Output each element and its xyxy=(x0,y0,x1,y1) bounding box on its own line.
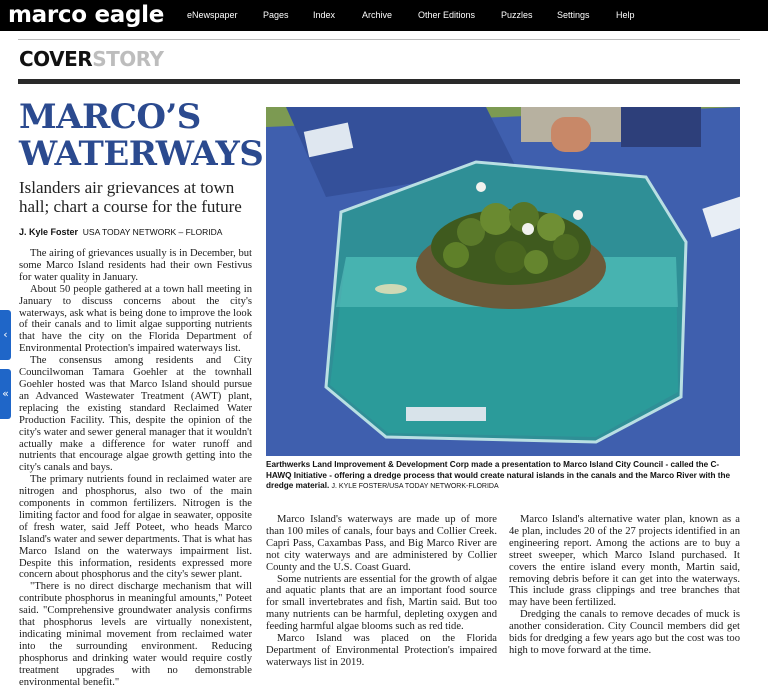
paragraph: Dredging the canals to remove decades of muck is another consideration. City Council members did get bids for dredging a few years ago but the cost was too high to move forward at the time. xyxy=(509,609,740,656)
byline-org: USA TODAY NETWORK – FLORIDA xyxy=(82,227,223,237)
article-photo[interactable] xyxy=(266,107,740,456)
site-logo[interactable]: marco eagle xyxy=(8,2,165,28)
byline-author: J. Kyle Foster xyxy=(19,227,79,237)
byline xyxy=(19,227,264,237)
dredge-model-photo xyxy=(266,107,740,456)
paragraph: About 50 people gathered at a town hall meeting in January to discuss concerns about the city's waterways, ask what is being done to improve the look of their canals and to limit algae supporting nutrients that have the city on the Florida Department of Environmental Protection's impaired waterways list. xyxy=(19,283,253,355)
headline-line-1: MARCO’S xyxy=(19,97,201,137)
paragraph: The airing of grievances usually is in December, but some Marco Island residents had their own Festivus for water quality in January. xyxy=(19,248,252,283)
prev-page-tab[interactable] xyxy=(0,310,11,360)
headline-line-2: WATERWAYS xyxy=(19,134,264,174)
photo-caption xyxy=(266,460,740,493)
section-label-light: STORY xyxy=(92,47,164,71)
nav-puzzles[interactable]: Puzzles xyxy=(501,10,533,20)
nav-settings[interactable]: Settings xyxy=(557,10,590,20)
top-nav-bar xyxy=(0,0,768,31)
paragraph: Marco Island's waterways are made up of more than 100 miles of canals, four bays and Collier Creek. Capri Pass, Caxambas Pass, and Big Marco River are not city waterways and are administered by Collier County and the U.S. Coast Guard. xyxy=(266,514,497,573)
paragraph: "There is no direct discharge mechanism that will contribute phosphorus in meaningful amounts," Poteet said. "Comprehensive groundwater analysis confirms that phosphorus levels are virtually nonexistent, indicating minimal movement from reclaimed water into the surrounding environment. Reducing phosphorus and drinking water would require costly treatment upgrades with no demonstrable environmental benefit." xyxy=(19,581,252,688)
paragraph: The primary nutrients found in reclaimed water are nitrogen and phosphorus, also two of the main components in common fertilizers. Nitrogen is the limiting factor and food for algae in seawater, opposite of fresh water, said Jeff Poteet, who heads Marco Island's water and sewer departments. That is what has Marco Island on the waterways impairment list. Despite this information, residents expressed more concern about phosphorus and the city's sewer plant. xyxy=(19,474,252,581)
chevron-left-icon: ‹ xyxy=(3,328,8,341)
paragraph: Marco Island was placed on the Florida Department of Environmental Protection's impaired waterways list in 2019. xyxy=(266,633,497,668)
double-chevron-left-icon: « xyxy=(2,387,9,400)
section-label-dark: COVER xyxy=(19,47,93,71)
nav-index[interactable]: Index xyxy=(313,10,336,20)
first-page-tab[interactable] xyxy=(0,369,11,419)
nav-archive[interactable]: Archive xyxy=(362,10,393,20)
article-column-1 xyxy=(19,248,252,689)
caption-text: Earthwerks Land Improvement & Development Corp made a presentation to Marco Island City Council - called the C-HAWQ Initiative - offering a dredge process that would create natural islands in the canals and the Marco River with the dredge material. xyxy=(266,460,731,491)
photo-credit: J. KYLE FOSTER/USA TODAY NETWORK-FLORIDA xyxy=(331,483,499,491)
top-divider xyxy=(18,39,740,40)
section-label xyxy=(19,47,164,71)
paragraph: Some nutrients are essential for the growth of algae and aquatic plants that are an important food source for small invertebrates and fish, Martin said. But too many nutrients can be harmful, depleting oxygen and feeding harmful algae blooms such as red tide. xyxy=(266,573,497,633)
nav-other-editions[interactable]: Other Editions xyxy=(418,10,476,20)
article-column-3 xyxy=(509,514,740,657)
nav-pages[interactable]: Pages xyxy=(263,10,289,20)
headline xyxy=(19,97,264,174)
paragraph: The consensus among residents and City Councilwoman Tamara Goehler at the townhall Goehler hosted was that Marco Island should pursue an Advanced Wastewater Treatment (AWT) plant, replacing the existing standard Reclaimed Water Production Facility. This, despite the opinion of the city's water and sewer general manager that it wouldn't actually make a difference for water runoff and nutrients that encourage algae growth getting into the city's canals and bays. xyxy=(19,355,252,474)
paragraph: Marco Island's alternative water plan, known as a 4e plan, includes 20 of the 27 projects identified in an engineering report. Among the actions are to buy a street sweeper, which Marco Island purchased. It covers the entire island every month, Martin said, removing debris before it can get into the waterways. This include grass clippings and tree branches that may have been fertilized. xyxy=(509,514,740,609)
nav-help[interactable]: Help xyxy=(616,10,635,20)
article-column-2 xyxy=(266,514,497,669)
section-divider xyxy=(18,79,740,84)
nav-enewspaper[interactable]: eNewspaper xyxy=(187,10,238,20)
subheadline: Islanders air grievances at town hall; chart a course for the future xyxy=(19,178,242,216)
